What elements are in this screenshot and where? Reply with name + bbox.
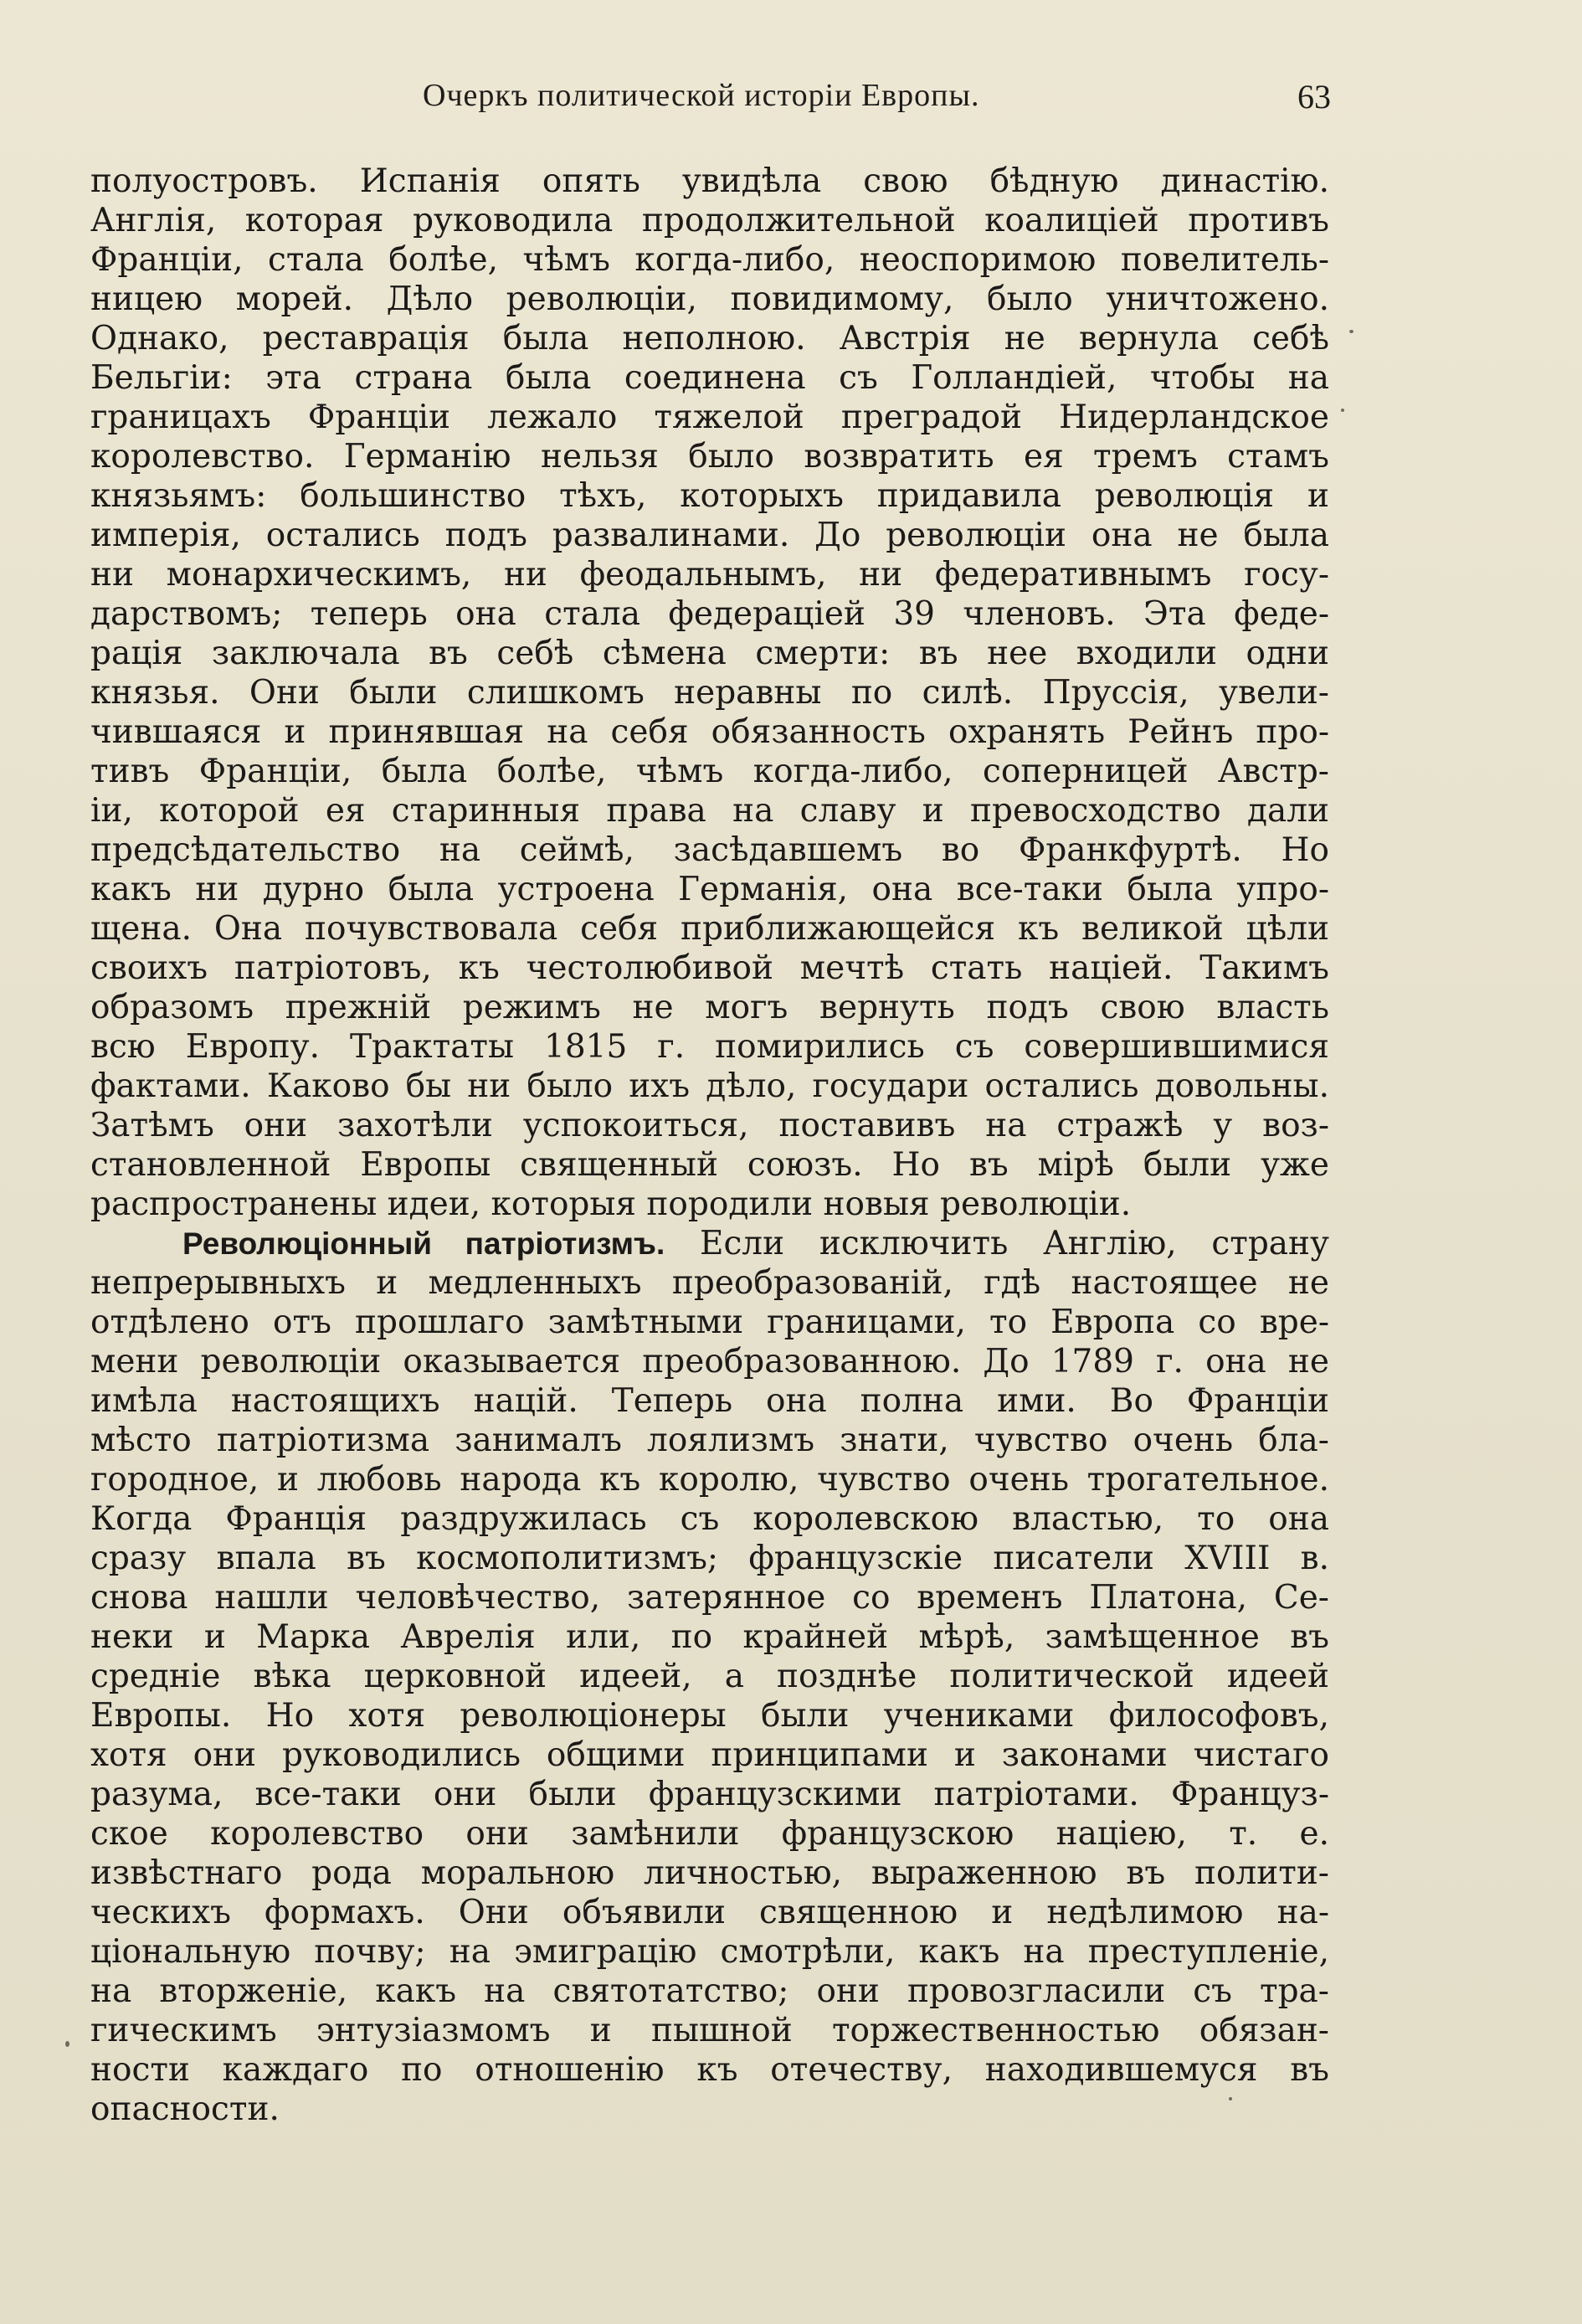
- text-line: извѣстнаго рода моральною личностью, выраженною въ полити-: [90, 1854, 1329, 1892]
- text-line: снова нашли человѣчество, затерянное со временъ Платона, Се-: [90, 1579, 1329, 1617]
- ink-speck: [65, 2041, 69, 2047]
- text-line: князьямъ: большинство тѣхъ, которыхъ придавила революція и: [90, 477, 1329, 515]
- section-revolutionary-patriotism: [90, 1224, 1329, 2129]
- section-heading: Революціонный патріотизмъ.: [182, 1226, 665, 1261]
- text-line: разума, все-таки они были французскими патріотами. Француз-: [90, 1776, 1329, 1813]
- text-line: Европы. Но хотя революціонеры были учениками философовъ,: [90, 1697, 1329, 1735]
- text-line: своихъ патріотовъ, къ честолюбивой мечтѣ стать націей. Такимъ: [90, 949, 1329, 987]
- text-line: хотя они руководились общими принципами и законами чистаго: [90, 1736, 1329, 1774]
- paragraph-1: [90, 162, 1329, 1224]
- running-title: Очеркъ политической исторіи Европы.: [423, 78, 980, 113]
- text-line: Англія, которая руководила продолжительной коалиціей противъ: [90, 202, 1329, 239]
- text-line: Франціи, стала болѣе, чѣмъ когда-либо, неоспоримою повелитель-: [90, 241, 1329, 279]
- text-line: неки и Марка Аврелія или, по крайней мѣрѣ, замѣщенное въ: [90, 1618, 1329, 1656]
- text-line: ности каждаго по отношенію къ отечеству, находившемуся въ: [90, 2051, 1329, 2089]
- body-text: [90, 162, 1329, 2129]
- text-line: дарствомъ; теперь она стала федераціей 39 членовъ. Эта феде-: [90, 595, 1329, 633]
- text-line: щена. Она почувствовала себя приближающейся къ великой цѣли: [90, 910, 1329, 948]
- text-line: Бельгіи: эта страна была соединена съ Голландіей, чтобы на: [90, 359, 1329, 397]
- text-line: князья. Они были слишкомъ неравны по силѣ. Пруссія, увели-: [90, 674, 1329, 712]
- text-line: Когда Франція раздружилась съ королевскою властью, то она: [90, 1500, 1329, 1538]
- text-line: предсѣдательство на сеймѣ, засѣдавшемъ во Франкфуртѣ. Но: [90, 831, 1329, 869]
- ink-speck: [1349, 330, 1353, 333]
- text-line: всю Европу. Трактаты 1815 г. помирились съ совершившимися: [90, 1028, 1329, 1066]
- text-line: мени революціи оказывается преобразованною. До 1789 г. она не: [90, 1343, 1329, 1381]
- text-line: средніе вѣка церковной идеей, а позднѣе политической идеей: [90, 1658, 1329, 1695]
- text-line: ціональную почву; на эмиграцію смотрѣли, какъ на преступленіе,: [90, 1933, 1329, 1971]
- ink-speck: [1341, 409, 1344, 412]
- text-line: имѣла настоящихъ націй. Теперь она полна ими. Во Франціи: [90, 1382, 1329, 1420]
- text-line: ское королевство они замѣнили французскою націею, т. е.: [90, 1815, 1329, 1853]
- section-first-line: [90, 1224, 1329, 1263]
- text-line: распространены идеи, которыя породили новыя революціи.: [90, 1185, 1132, 1223]
- text-line: чившаяся и принявшая на себя обязанность охранять Рейнъ про-: [90, 713, 1329, 751]
- text-line: сразу впала въ космополитизмъ; французскіе писатели XVIII в.: [90, 1540, 1329, 1577]
- text-line: отдѣлено отъ прошлаго замѣтными границами, то Европа со вре-: [90, 1303, 1329, 1341]
- text-line: имперія, остались подъ развалинами. До революціи она не была: [90, 517, 1329, 554]
- text-line: границахъ Франціи лежало тяжелой преградой Нидерландское: [90, 398, 1329, 436]
- text-line: Однако, реставрація была неполною. Австрія не вернула себѣ: [90, 320, 1329, 357]
- text-line: ницею морей. Дѣло революціи, повидимому, было уничтожено.: [90, 280, 1329, 318]
- page-number: 63: [1297, 78, 1331, 116]
- text-line: рація заключала въ себѣ сѣмена смерти: въ нее входили одни: [90, 635, 1329, 672]
- text-line: городное, и любовь народа къ королю, чувство очень трогательное.: [90, 1461, 1329, 1499]
- text-line: королевство. Германію нельзя было возвратить ея тремъ стамъ: [90, 438, 1329, 476]
- text-line: Затѣмъ они захотѣли успокоиться, поставивъ на стражѣ у воз-: [90, 1107, 1329, 1144]
- text-line: тивъ Франціи, была болѣе, чѣмъ когда-либо, соперницей Австр-: [90, 753, 1329, 790]
- text-line: ческихъ формахъ. Они объявили священною и недѣлимою на-: [90, 1894, 1329, 1931]
- text-line: гическимъ энтузіазмомъ и пышной торжественностью обязан-: [90, 2012, 1329, 2049]
- text-line: ни монархическимъ, ни феодальнымъ, ни федеративнымъ госу-: [90, 556, 1329, 594]
- text-line: становленной Европы священный союзъ. Но въ мірѣ были уже: [90, 1146, 1329, 1184]
- text-line: полуостровъ. Испанія опять увидѣла свою бѣдную династію.: [90, 162, 1329, 200]
- running-header: [84, 77, 1331, 127]
- text-line: фактами. Каково бы ни было ихъ дѣло, государи остались довольны.: [90, 1067, 1329, 1105]
- text-line: непрерывныхъ и медленныхъ преобразованій, гдѣ настоящее не: [90, 1264, 1329, 1302]
- ink-speck: [1229, 2097, 1232, 2100]
- text-line: іи, которой ея старинныя права на славу и превосходство дали: [90, 792, 1329, 830]
- text-line: на вторженіе, какъ на святотатство; они провозгласили съ тра-: [90, 1972, 1329, 2010]
- text-line: образомъ прежній режимъ не могъ вернуть подъ свою власть: [90, 989, 1329, 1026]
- text-line: мѣсто патріотизма занималъ лоялизмъ знати, чувство очень бла-: [90, 1422, 1329, 1459]
- section-first-line-text: Если исключить Англію, страну: [665, 1225, 1329, 1262]
- text-line: какъ ни дурно была устроена Германія, она все-таки была упро-: [90, 871, 1329, 908]
- text-line: опасности.: [90, 2090, 280, 2128]
